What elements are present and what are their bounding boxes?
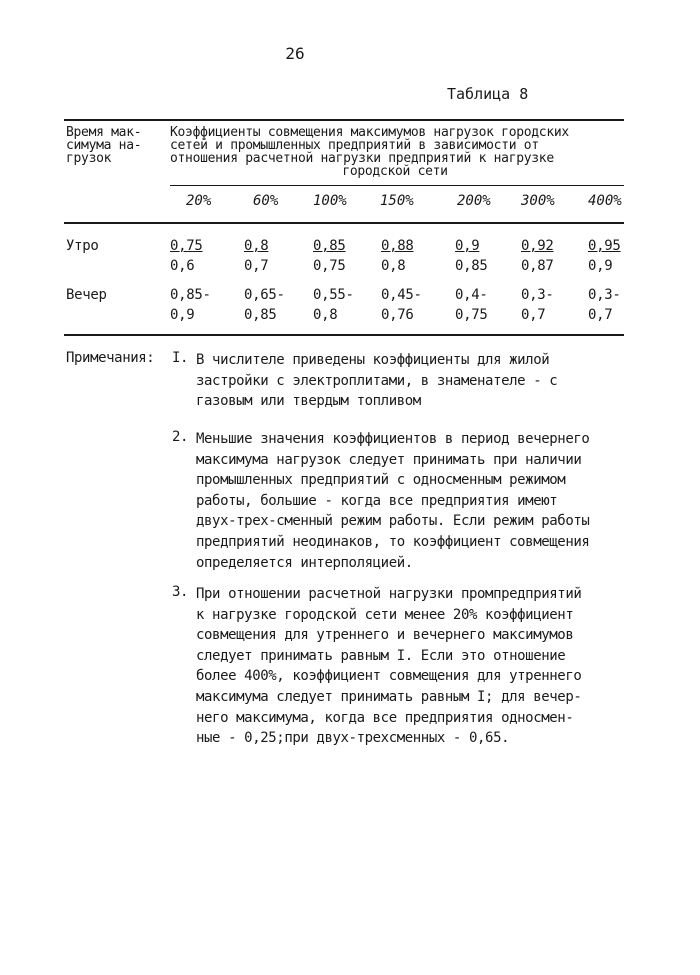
page-number: 26 xyxy=(285,44,305,63)
table-cell: 0,85 0,75 xyxy=(313,238,346,274)
table-cell: 0,92 0,87 xyxy=(521,238,554,274)
note-text: В числителе приведены коэффициенты для жилой застройки с электроплитами, в знаменателе - с газовым или твердым топливом xyxy=(196,352,558,410)
row-label: Утро xyxy=(66,238,99,254)
notes-label: Примечания: xyxy=(66,350,155,366)
table-cell: 0,3- 0,7 xyxy=(588,287,621,323)
coefficients-column-header: Коэффициенты совмещения максимумов нагрузок городских сетей и промышленных предприятий в зависимости от отношения расчетной нагрузки предприятий к нагрузке городской сети xyxy=(170,125,569,179)
percent-header: 100% xyxy=(313,193,347,209)
table-cell: 0,95 0,9 xyxy=(588,238,621,274)
percent-header: 20% xyxy=(186,193,212,209)
percent-header: 60% xyxy=(253,193,279,209)
note-text: Меньшие значения коэффициентов в период вечернего максимума нагрузок следует принимать при наличии промышленных предприятий с односменным режимом работы, большие - когда все предприятия имеют двух-трех-сменный режим работы. Если режим работы предприятий неодинаков, то коэффициент совмещения определяется интерполяцией. xyxy=(196,431,590,571)
table-cell: 0,75 0,6 xyxy=(170,238,203,274)
table-cell: 0,9 0,85 xyxy=(455,238,488,274)
table-cell: 0,55- 0,8 xyxy=(313,287,354,323)
note-number: 3. xyxy=(172,584,189,600)
percent-header: 400% xyxy=(588,193,622,209)
table-caption: Таблица 8 xyxy=(447,85,529,103)
table-top-rule xyxy=(64,119,624,121)
percent-header-rule xyxy=(170,185,624,186)
table-bottom-rule xyxy=(64,334,624,336)
table-cell: 0,65- 0,85 xyxy=(244,287,285,323)
row-label: Вечер xyxy=(66,287,107,303)
table-cell: 0,8 0,7 xyxy=(244,238,269,274)
percent-header: 200% xyxy=(457,193,491,209)
note-number: 2. xyxy=(172,429,189,445)
table-cell: 0,4- 0,75 xyxy=(455,287,488,323)
table-cell: 0,3- 0,7 xyxy=(521,287,554,323)
note-text: При отношении расчетной нагрузки промпредприятий к нагрузке городской сети менее 20% коэффициент совмещения для утреннего и вечернего максимумов следует принимать равным I. Если это отношение более 400%, коэффициент совмещения для утреннего максимума следует принимать равным I; для вечер- него максимума, когда все предприятия односмен- ные - 0,25;при двух-трехсменных - 0,65. xyxy=(196,586,582,747)
table-cell: 0,85- 0,9 xyxy=(170,287,211,323)
header-bottom-rule xyxy=(64,222,624,224)
note-number: I. xyxy=(172,350,189,366)
percent-header: 150% xyxy=(380,193,414,209)
time-column-header: Время мак- симума на- грузок xyxy=(66,125,142,166)
percent-header: 300% xyxy=(521,193,555,209)
table-cell: 0,88 0,8 xyxy=(381,238,414,274)
table-cell: 0,45- 0,76 xyxy=(381,287,422,323)
